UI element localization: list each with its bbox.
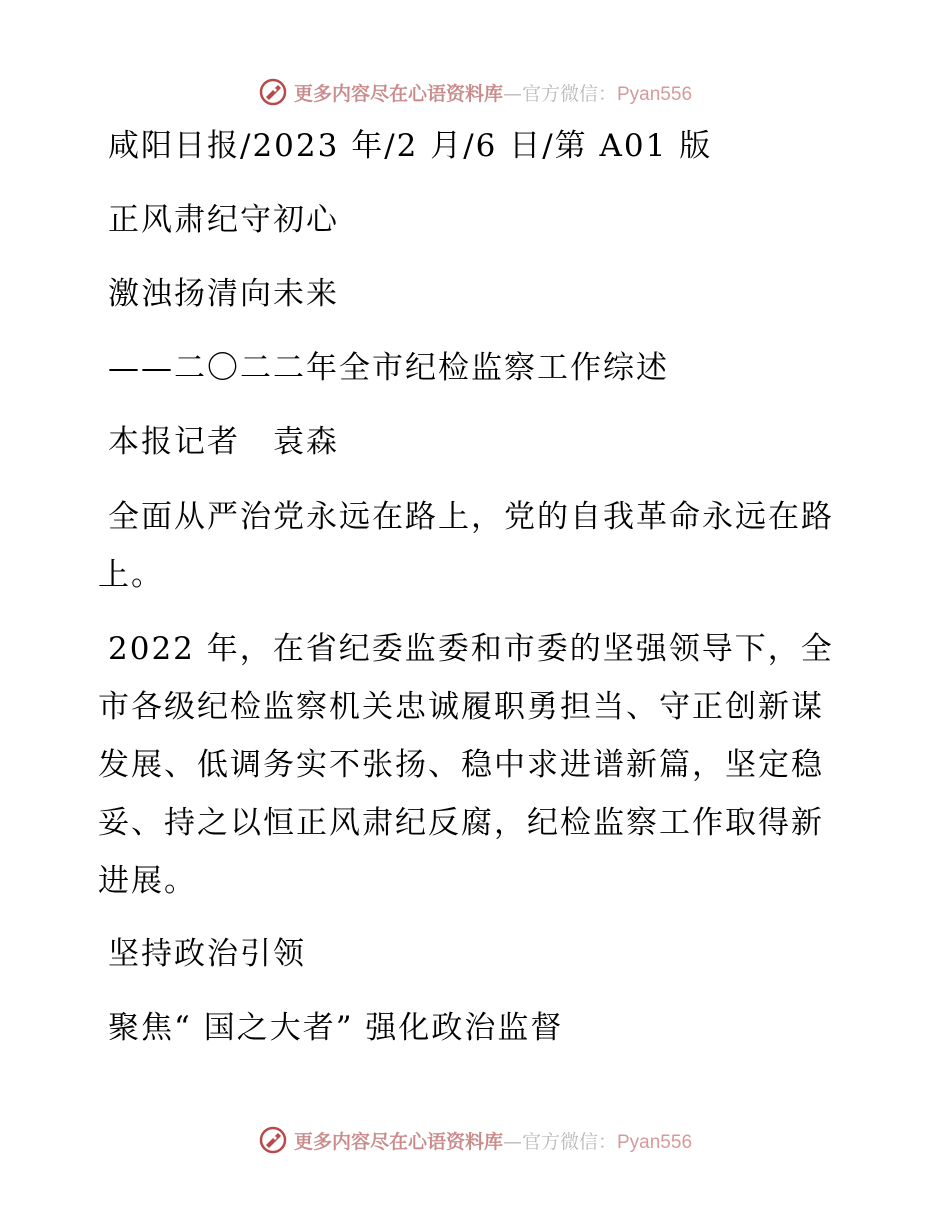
footer-watermark — [0, 1120, 950, 1160]
watermark-dash: — — [502, 1130, 522, 1153]
watermark-text — [294, 79, 692, 106]
section-heading-2: 聚焦“ 国之大者” 强化政治监督 — [108, 1010, 564, 1046]
headline-line-1: 正风肃纪守初心 — [108, 202, 339, 238]
pen-nib-circle-icon — [258, 77, 288, 107]
watermark-wechat-id: Pyan556 — [617, 1131, 693, 1153]
paragraph-2: 2022 年，在省纪委监委和市委的坚强领导下，全市各级纪检监察机关忠诚履职勇担当、守正创新谋发展、低调务实不张扬、稳中求进谱新篇，坚定稳妥、持之以恒正风肃纪反腐，纪检监察工作取得新进展。 — [98, 631, 834, 899]
watermark-wechat-label: 官方微信： — [521, 82, 617, 105]
source-line: 咸阳日报/2023 年/2 月/6 日/第 A01 版 — [108, 128, 713, 164]
watermark-wechat-id: Pyan556 — [617, 83, 693, 105]
header-watermark — [0, 72, 950, 112]
subtitle: ——二〇二二年全市纪检监察工作综述 — [108, 350, 669, 386]
byline: 本报记者 袁森 — [108, 424, 339, 460]
watermark-main-text: 更多内容尽在心语资料库 — [293, 82, 503, 105]
pen-nib-circle-icon — [258, 1125, 288, 1155]
section-heading-1: 坚持政治引领 — [108, 936, 306, 972]
watermark-main-text: 更多内容尽在心语资料库 — [293, 1130, 503, 1153]
watermark-wechat-label: 官方微信： — [521, 1130, 617, 1153]
watermark-dash: — — [502, 82, 522, 105]
watermark-text — [294, 1127, 692, 1154]
headline-line-2: 激浊扬清向未来 — [108, 276, 339, 312]
paragraph-1: 全面从严治党永远在路上，党的自我革命永远在路上。 — [98, 499, 834, 593]
